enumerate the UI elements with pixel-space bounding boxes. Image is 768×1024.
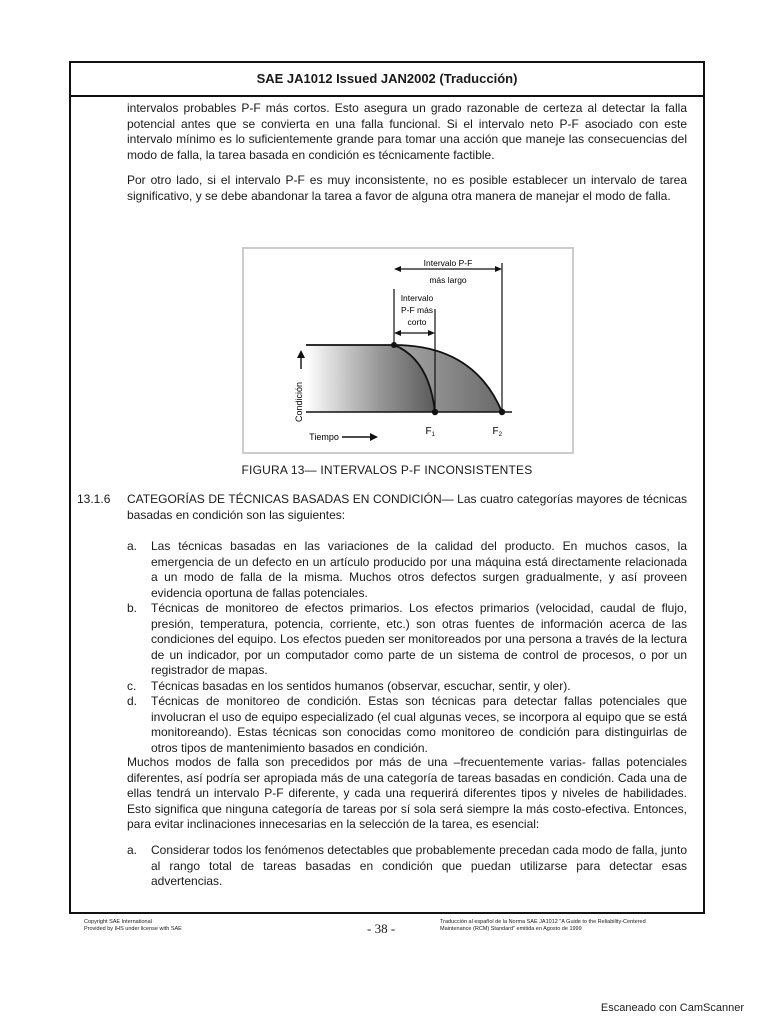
f2-point (499, 409, 505, 415)
footer-right-line1: Traducción al español de la Norma SAE JA1012 "A Guide to the Reliability-Centered (440, 919, 646, 925)
page-footer (84, 919, 684, 943)
list-text: Considerar todos los fenómenos detectables que probablemente precedan cada modo de falla, junto al rango total de tareas basadas en condición que puedan utilizarse para detectar esas advertencias. (151, 843, 687, 888)
svg-text:F1 (426, 426, 436, 438)
list-item (127, 601, 687, 679)
section-text: CATEGORÍAS DE TÉCNICAS BASADAS EN CONDICIÓN— Las cuatro categorías mayores de técnicas basadas en condición son las siguientes: (127, 492, 687, 522)
list-letter: a. (127, 539, 138, 553)
page-number: - 38 - (367, 921, 396, 936)
f1-sub: 1 (431, 432, 435, 438)
page-header: SAE JA1012 Issued JAN2002 (Traducción) (71, 63, 703, 97)
list-letter: b. (127, 601, 138, 615)
footer-left-line2: Provided by IHS under license with SAE (84, 926, 182, 932)
pf-interval-diagram (244, 249, 572, 452)
footer-right-line2: Maintenance (RCM) Standard" emitida en Agosto de 1999 (440, 926, 582, 932)
footer-left-line1: Copyright SAE International (84, 919, 152, 925)
svg-text:F2 (493, 426, 503, 438)
p-point (391, 342, 397, 348)
list-letter: d. (127, 694, 138, 708)
paragraph-1: intervalos probables P-F más cortos. Esto asegura un grado razonable de certeza al detectar la falla potencial antes que se convierta en una falla funcional. Si el intervalo neto P-F asociado con este intervalo mínimo es lo suficientemente grande para tomar una acción que maneje las consecuencias del modo de falla, la tarea basada en condición es técnicamente factible. (127, 101, 687, 162)
section-number: 13.1.6 (77, 492, 111, 506)
x-axis-label: Tiempo (309, 432, 339, 442)
label-short-2: P-F más (400, 305, 434, 315)
list-letter: a. (127, 843, 138, 857)
label-short-1: Intervalo (400, 293, 434, 303)
y-axis-label: Condición (294, 381, 304, 423)
paragraph-3: Muchos modos de falla son precedidos por más de una –frecuentemente varias- fallas potenciales diferentes, así podría ser apropiada más de una categoría de tareas basadas en condición. Cada una de ellas tendrá un intervalo P-F diferente, y cada una requerirá diferentes tipos y niveles de habilidades. Esto significa que ninguna categoría de tareas por sí sola será siempre la más costo-efectiva. Entonces, para evitar inclinaciones innecesarias en la selección de la tarea, es esencial: (127, 755, 687, 831)
list-text: Las técnicas basadas en las variaciones de la calidad del producto. En muchos casos, la emergencia de un defecto en un artículo producido por una máquina está directamente relacionada a un modo de falla de la misma. Muchos otros defectos surgen gradualmente, y así proveen evidencia oportuna de fallas potenciales. (151, 539, 687, 600)
list-item (127, 539, 687, 601)
essential-list (127, 843, 687, 890)
list-letter: c. (127, 678, 137, 693)
label-long-2: más largo (429, 275, 467, 285)
f1-label: F (425, 426, 432, 437)
label-long-1: Intervalo P-F (423, 258, 473, 268)
list-text: Técnicas de monitoreo de condición. Estas son técnicas para detectar fallas potenciales que involucran el uso de equipo especializado (el cual algunas veces, se incorpora al equipo que se está monitoreando). Estas técnicas son conocidas como monitoreo de condición para distinguirlas de otros tipos de mantenimiento basados en condición. (151, 694, 687, 755)
label-short-3: corto (407, 317, 427, 327)
list-item (127, 843, 687, 890)
paragraph-2: Por otro lado, si el intervalo P-F es muy inconsistente, no es posible establecer un intervalo de tarea significativo, y se debe abandonar la tarea a favor de alguna otra manera de manejar el modo de falla. (127, 173, 687, 203)
list-item (127, 679, 687, 695)
technique-list (127, 539, 687, 756)
list-text: Técnicas de monitoreo de efectos primarios. Los efectos primarios (velocidad, caudal de flujo, presión, temperatura, potencia, corriente, etc.) son otras fuentes de información acerca de las condiciones del equipo. Los efectos pueden ser monitoreados por una persona a través de la lectura de un indicador, por un computador como parte de un sistema de control de procesos, o por un registrador de mapas. (151, 601, 687, 677)
footer-translation-note (440, 919, 700, 933)
list-text: Técnicas basadas en los sentidos humanos (observar, escuchar, sentir, y oler). (151, 678, 571, 693)
list-item (127, 694, 687, 756)
intro-text (127, 101, 687, 204)
f1-point (432, 409, 438, 415)
figure-caption: FIGURA 13— INTERVALOS P-F INCONSISTENTES (241, 463, 533, 477)
footer-copyright (84, 919, 234, 933)
scanner-watermark: Escaneado con CamScanner (600, 1002, 744, 1014)
section-13-1-6 (77, 492, 687, 523)
figure-13 (242, 247, 574, 454)
page-frame (69, 61, 705, 914)
f2-label: F (492, 426, 499, 437)
f2-sub: 2 (498, 432, 502, 438)
